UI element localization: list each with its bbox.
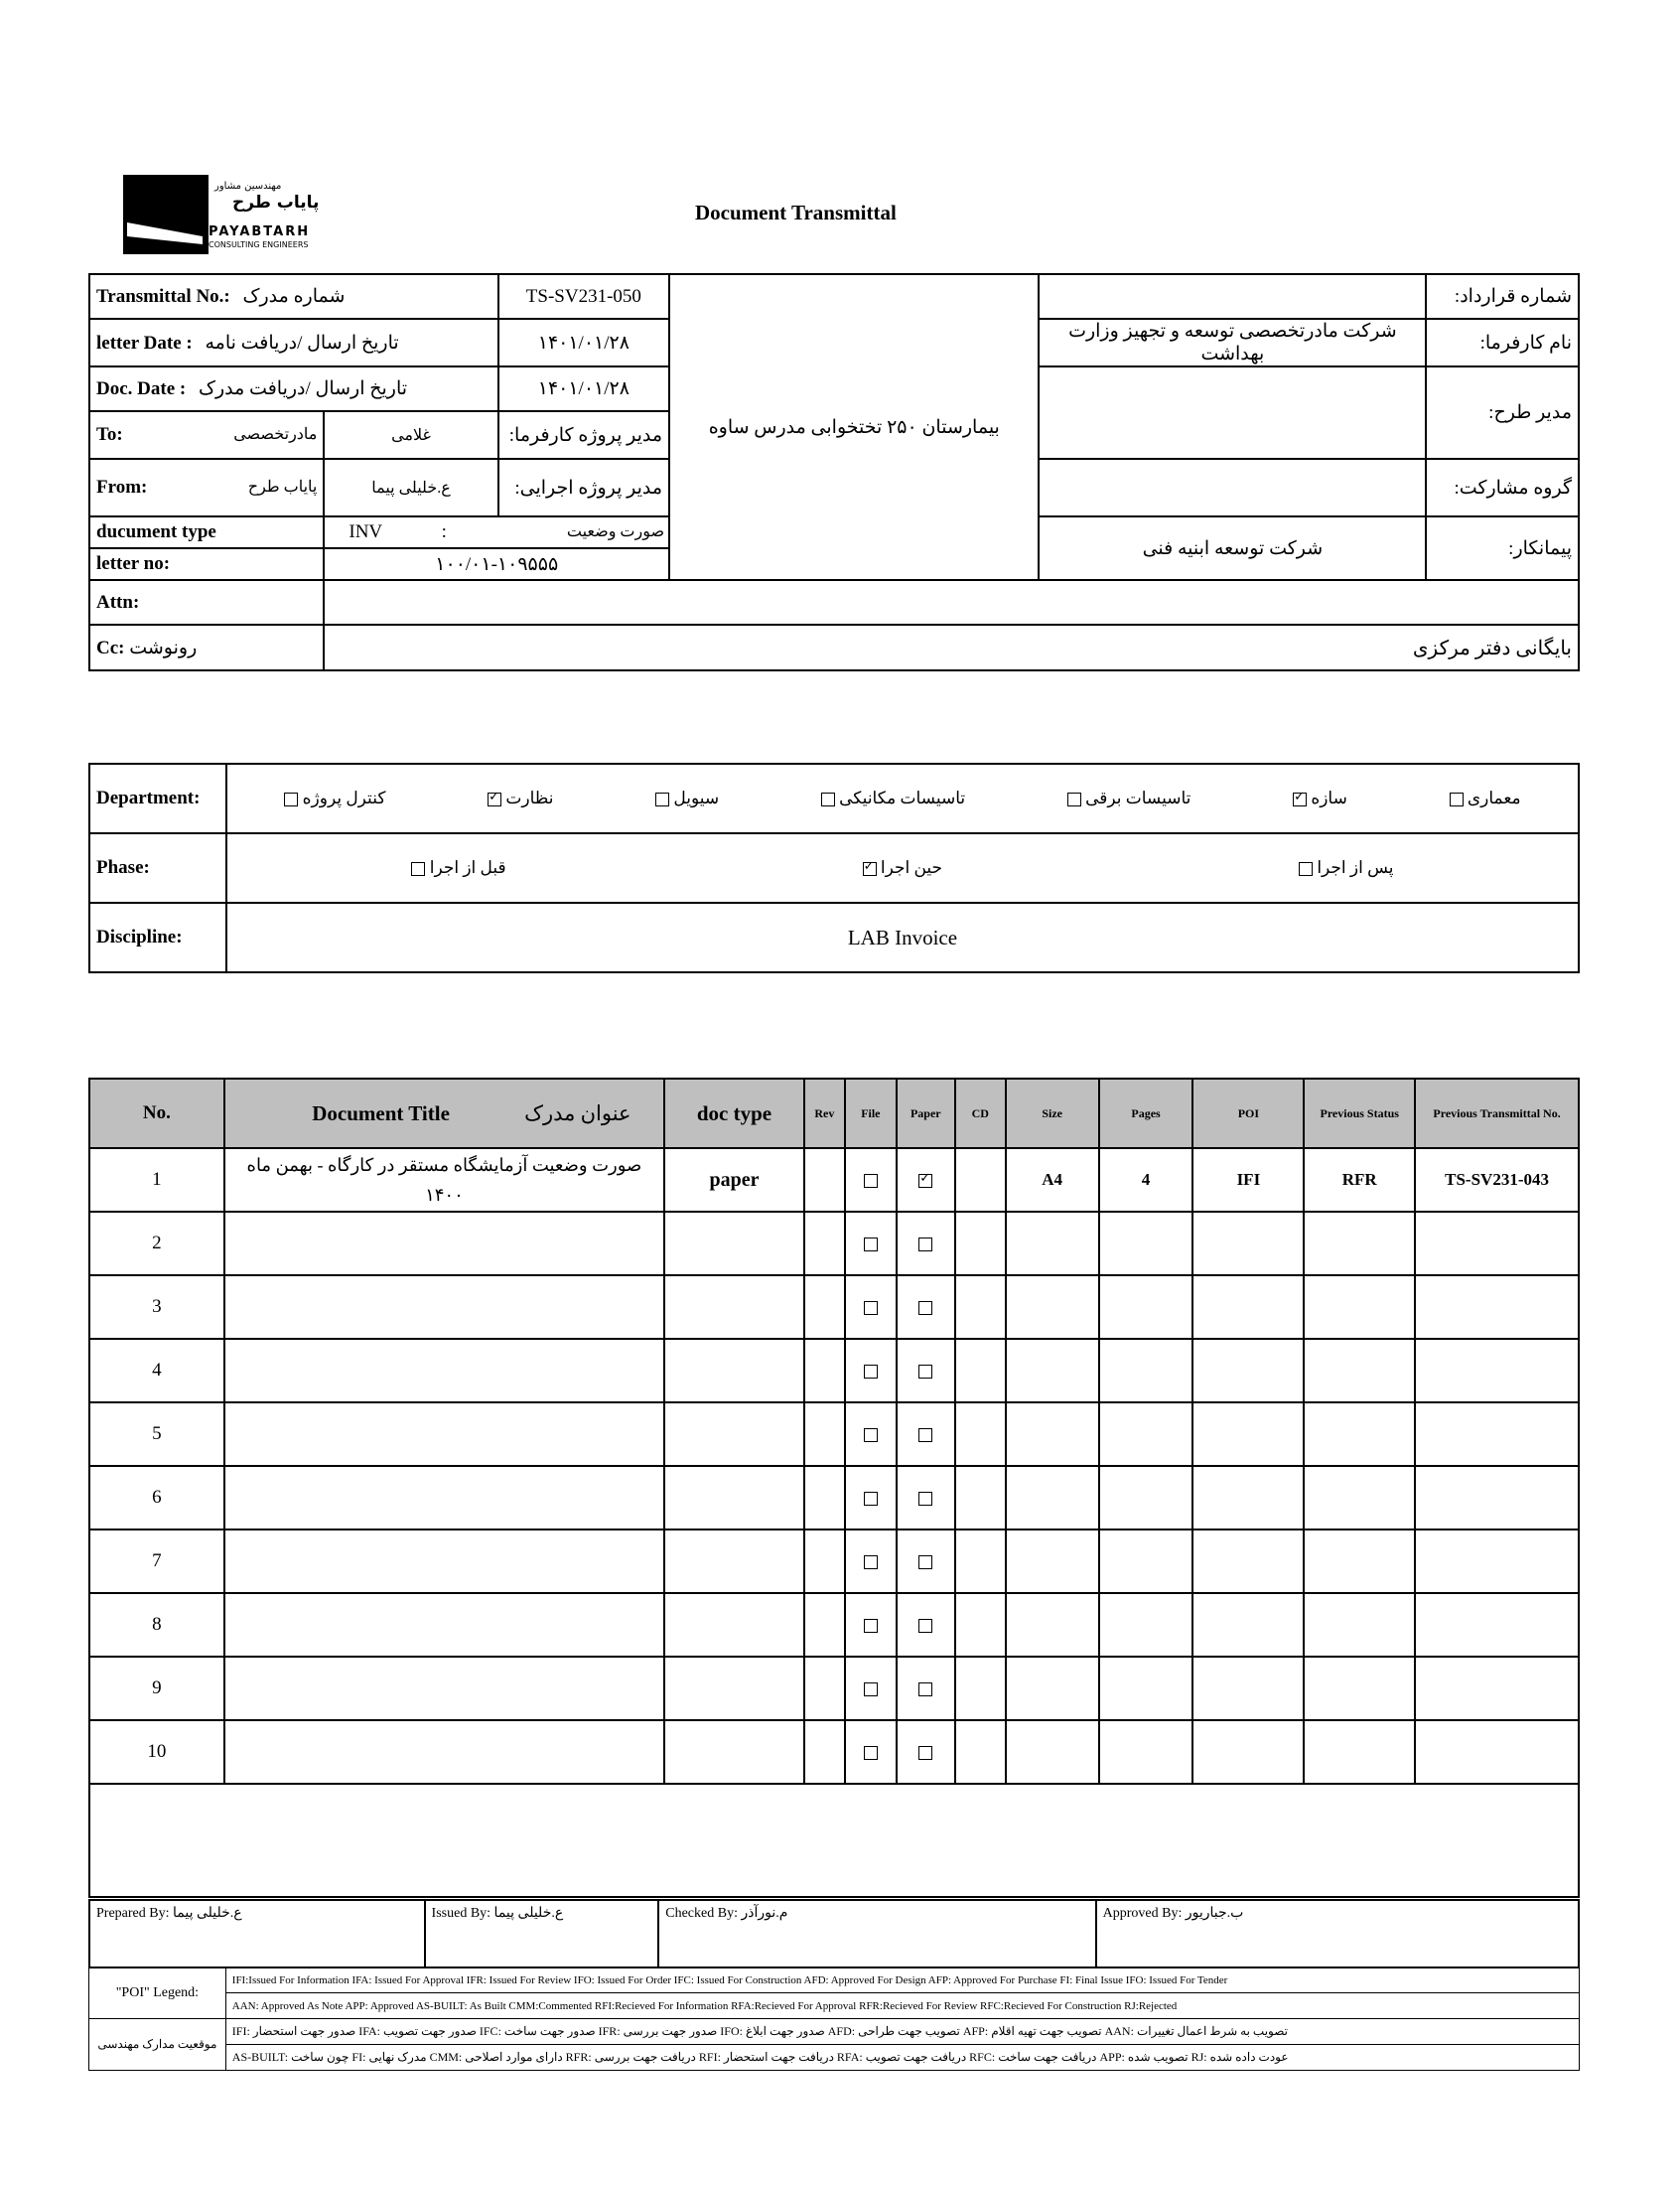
col-cd: CD	[955, 1079, 1006, 1148]
row-file	[845, 1275, 897, 1339]
header-table	[88, 273, 1580, 671]
to-name: غلامی	[324, 411, 497, 459]
row-size	[1006, 1339, 1099, 1402]
transmittal-no-label: Transmittal No.:	[96, 286, 230, 307]
row-rev	[804, 1402, 845, 1466]
row-title	[224, 1720, 664, 1784]
transmittal-no-value: TS-SV231-050	[498, 274, 669, 319]
row-file	[845, 1657, 897, 1720]
department-options	[226, 764, 1579, 833]
table-row	[89, 1275, 1579, 1339]
transmittal-no-fa: شماره مدرک	[242, 286, 346, 307]
col-title-en: Document Title	[312, 1100, 450, 1125]
company-logo	[123, 173, 332, 254]
phase-checkbox[interactable]	[1299, 862, 1313, 876]
file-checkbox[interactable]	[864, 1174, 878, 1188]
row-doctype: paper	[664, 1148, 804, 1212]
issued-by	[425, 1900, 659, 1967]
row-file	[845, 1402, 897, 1466]
col-prev-transmittal: Previous Transmittal No.	[1415, 1079, 1579, 1148]
row-size	[1006, 1657, 1099, 1720]
phase-option[interactable]	[863, 858, 942, 878]
row-pages	[1099, 1402, 1193, 1466]
legend-line-4: AS-BUILT: چون ساخت FI: مدرک نهایی CMM: دارای موارد اصلاحی RFR: دریافت جهت بررسی RFI: دریافت جهت استحضار RFA: دریافت جهت تصویب RFC: دریافت جهت ساخت APP: تصویب شده RJ: عودت داده شده	[225, 2045, 1579, 2071]
row-doctype	[664, 1339, 804, 1402]
to-role: مدیر پروژه کارفرما:	[498, 411, 669, 459]
doctype-cell	[324, 516, 669, 548]
row-doctype	[664, 1593, 804, 1657]
attn-value	[324, 580, 1579, 625]
row-pages	[1099, 1593, 1193, 1657]
row-title	[224, 1339, 664, 1402]
doctype-value: INV	[349, 521, 382, 542]
row-size: A4	[1006, 1148, 1099, 1212]
department-checkbox[interactable]	[655, 793, 669, 806]
col-doctype: doc type	[664, 1079, 804, 1148]
row-poi	[1192, 1339, 1304, 1402]
row-rev	[804, 1275, 845, 1339]
table-row	[89, 1339, 1579, 1402]
row-cd	[955, 1339, 1006, 1402]
row-rev	[804, 1657, 845, 1720]
partner-value	[1039, 459, 1426, 516]
doc-date-label: Doc. Date :	[96, 378, 187, 399]
row-prev-status	[1304, 1275, 1415, 1339]
row-doctype	[664, 1530, 804, 1593]
checked-by	[658, 1900, 1095, 1967]
row-file	[845, 1720, 897, 1784]
department-option-label: سازه	[1311, 789, 1347, 807]
row-cd	[955, 1275, 1006, 1339]
phase-option-label: قبل از اجرا	[429, 858, 506, 877]
letter-no-value: ۱۰۰/۰۱-۱۰۹۵۵۵	[324, 548, 669, 580]
row-no: 1	[89, 1148, 224, 1212]
from-name: ع.خلیلی پیما	[324, 459, 497, 516]
row-prev-status: RFR	[1304, 1148, 1415, 1212]
col-title	[224, 1079, 664, 1148]
col-prev-status: Previous Status	[1304, 1079, 1415, 1148]
row-paper	[897, 1212, 955, 1275]
department-checkbox[interactable]	[1293, 793, 1307, 806]
row-no: 6	[89, 1466, 224, 1530]
paper-checkbox[interactable]	[918, 1238, 932, 1251]
legend-line-1: IFI:Issued For Information IFA: Issued For Approval IFR: Issued For Review IFO: Issued For Order IFC: Issued For Construction AFD: Approved For Design AFP: Approved For Purchase FI: Final Issue IFO: Issued For Tender	[225, 1967, 1579, 1993]
col-poi: POI	[1192, 1079, 1304, 1148]
col-file: File	[845, 1079, 897, 1148]
row-size	[1006, 1402, 1099, 1466]
row-file	[845, 1148, 897, 1212]
table-row	[89, 1657, 1579, 1720]
row-paper	[897, 1593, 955, 1657]
table-row	[89, 1530, 1579, 1593]
row-title	[224, 1402, 664, 1466]
row-no: 10	[89, 1720, 224, 1784]
department-option[interactable]	[1293, 789, 1347, 808]
row-prev-status	[1304, 1466, 1415, 1530]
partner-label: گروه مشارکت:	[1426, 459, 1579, 516]
row-cd	[955, 1212, 1006, 1275]
row-doctype	[664, 1402, 804, 1466]
row-poi	[1192, 1466, 1304, 1530]
letter-date-fa: تاریخ ارسال /دریافت نامه	[205, 332, 399, 354]
row-pages	[1099, 1530, 1193, 1593]
row-cd	[955, 1148, 1006, 1212]
approved-value: ب.جباریور	[1185, 1906, 1244, 1921]
page-title: Document Transmittal	[695, 201, 897, 224]
paper-checkbox[interactable]	[918, 1619, 932, 1633]
checked-label: Checked By:	[665, 1906, 738, 1921]
doc-date-value: ۱۴۰۱/۰۱/۲۸	[498, 366, 669, 411]
legend-line-3: IFI: صدور جهت استحضار IFA: صدور جهت تصویب IFC: صدور جهت ساخت IFR: صدور جهت بررسی IFO: صدور جهت ابلاغ AFD: تصویب جهت طراحی AFP: تصویب جهت تهیه اقلام AAN: تصویب به شرط اعمال تغییرات	[225, 2019, 1579, 2045]
row-size	[1006, 1530, 1099, 1593]
row-rev	[804, 1720, 845, 1784]
file-checkbox[interactable]	[864, 1428, 878, 1442]
logo-fa-top: مهندسین مشاور	[214, 181, 282, 192]
issued-label: Issued By:	[431, 1906, 491, 1921]
paper-checkbox[interactable]	[918, 1555, 932, 1569]
row-file	[845, 1339, 897, 1402]
table-row	[89, 1212, 1579, 1275]
row-paper	[897, 1275, 955, 1339]
row-prev-status	[1304, 1530, 1415, 1593]
row-paper	[897, 1339, 955, 1402]
row-title	[224, 1212, 664, 1275]
prepared-by	[89, 1900, 425, 1967]
row-title	[224, 1530, 664, 1593]
row-prev-transmittal	[1415, 1339, 1579, 1402]
row-size	[1006, 1466, 1099, 1530]
table-row	[89, 1593, 1579, 1657]
row-paper	[897, 1530, 955, 1593]
logo-fa-name: پایاب طرح	[232, 193, 320, 213]
phase-option-label: حین اجرا	[880, 858, 943, 877]
row-prev-status	[1304, 1339, 1415, 1402]
legend-table	[88, 1966, 1580, 2071]
row-no: 5	[89, 1402, 224, 1466]
row-doctype	[664, 1275, 804, 1339]
to-cell	[89, 411, 324, 459]
department-option[interactable]	[284, 789, 385, 808]
row-size	[1006, 1720, 1099, 1784]
row-size	[1006, 1593, 1099, 1657]
row-prev-status	[1304, 1212, 1415, 1275]
legend-line-2: AAN: Approved As Note APP: Approved AS-BUILT: As Built CMM:Commented RFI:Recieved For Information RFA:Recieved For Approval RFR:Recieved For Review RFC:Recieved For Construction RJ:Rejected	[225, 1993, 1579, 2019]
department-checkbox[interactable]	[1450, 793, 1464, 806]
row-prev-status	[1304, 1720, 1415, 1784]
phase-label: Phase:	[89, 833, 226, 903]
approved-by	[1096, 1900, 1579, 1967]
table-row	[89, 1466, 1579, 1530]
row-poi	[1192, 1657, 1304, 1720]
row-prev-status	[1304, 1402, 1415, 1466]
contract-no-value	[1039, 274, 1426, 319]
logo-en-name: PAYABTARH	[209, 224, 311, 239]
department-option-label: تاسیسات برقی	[1085, 789, 1191, 807]
row-rev	[804, 1593, 845, 1657]
contract-no-label: شماره قرارداد:	[1426, 274, 1579, 319]
col-pages: Pages	[1099, 1079, 1193, 1148]
poi-legend-label: "POI" Legend:	[89, 1967, 226, 2019]
project-name: بیمارستان ۲۵۰ تختخوابی مدرس ساوه	[669, 274, 1039, 580]
row-title: صورت وضعیت آزمایشگاه مستقر در کارگاه - بهمن ماه ۱۴۰۰	[224, 1148, 664, 1212]
to-label: To:	[96, 424, 123, 445]
employer-label: نام کارفرما:	[1426, 319, 1579, 366]
row-poi	[1192, 1720, 1304, 1784]
cc-label: Cc:	[96, 637, 125, 658]
signatures-table	[88, 1899, 1580, 1968]
file-checkbox[interactable]	[864, 1238, 878, 1251]
department-checkbox[interactable]	[488, 793, 501, 806]
phase-option[interactable]	[411, 858, 505, 878]
letter-date-value: ۱۴۰۱/۰۱/۲۸	[498, 319, 669, 366]
row-cd	[955, 1530, 1006, 1593]
row-no: 2	[89, 1212, 224, 1275]
paper-checkbox[interactable]	[918, 1174, 932, 1188]
row-no: 9	[89, 1657, 224, 1720]
row-prev-transmittal: TS-SV231-043	[1415, 1148, 1579, 1212]
file-checkbox[interactable]	[864, 1492, 878, 1506]
row-rev	[804, 1530, 845, 1593]
row-poi	[1192, 1593, 1304, 1657]
row-title	[224, 1657, 664, 1720]
letter-date-label-cell	[89, 319, 498, 366]
row-pages	[1099, 1466, 1193, 1530]
row-poi	[1192, 1275, 1304, 1339]
doctype-label: ducument type	[89, 516, 324, 548]
row-prev-status	[1304, 1593, 1415, 1657]
doc-date-label-cell	[89, 366, 498, 411]
row-no: 8	[89, 1593, 224, 1657]
col-size: Size	[1006, 1079, 1099, 1148]
row-paper	[897, 1657, 955, 1720]
attn-label: Attn:	[89, 580, 324, 625]
col-paper: Paper	[897, 1079, 955, 1148]
department-checkbox[interactable]	[1067, 793, 1081, 806]
row-prev-transmittal	[1415, 1402, 1579, 1466]
approved-label: Approved By:	[1102, 1906, 1183, 1921]
cc-value: بایگانی دفتر مرکزی	[324, 625, 1579, 670]
logo-mark-icon	[123, 175, 209, 254]
row-file	[845, 1212, 897, 1275]
designer-label: مدیر طرح:	[1426, 366, 1579, 459]
paper-checkbox[interactable]	[918, 1746, 932, 1760]
row-pages: 4	[1099, 1148, 1193, 1212]
paper-checkbox[interactable]	[918, 1492, 932, 1506]
row-cd	[955, 1466, 1006, 1530]
row-prev-transmittal	[1415, 1466, 1579, 1530]
from-cell	[89, 459, 324, 516]
row-prev-transmittal	[1415, 1530, 1579, 1593]
row-prev-transmittal	[1415, 1275, 1579, 1339]
paper-checkbox[interactable]	[918, 1682, 932, 1696]
row-pages	[1099, 1657, 1193, 1720]
row-cd	[955, 1402, 1006, 1466]
cc-fa: رونوشت	[129, 637, 198, 658]
designer-value	[1039, 366, 1426, 459]
file-checkbox[interactable]	[864, 1365, 878, 1379]
department-label: Department:	[89, 764, 226, 833]
file-checkbox[interactable]	[864, 1682, 878, 1696]
row-no: 4	[89, 1339, 224, 1402]
file-checkbox[interactable]	[864, 1746, 878, 1760]
row-pages	[1099, 1339, 1193, 1402]
row-doctype	[664, 1466, 804, 1530]
department-checkbox[interactable]	[284, 793, 298, 806]
from-label: From:	[96, 477, 148, 498]
row-poi	[1192, 1530, 1304, 1593]
discipline-value: LAB Invoice	[226, 903, 1579, 972]
row-pages	[1099, 1720, 1193, 1784]
row-cd	[955, 1593, 1006, 1657]
phase-options	[226, 833, 1579, 903]
paper-checkbox[interactable]	[918, 1428, 932, 1442]
row-prev-transmittal	[1415, 1657, 1579, 1720]
paper-checkbox[interactable]	[918, 1301, 932, 1315]
row-pages	[1099, 1275, 1193, 1339]
row-doctype	[664, 1212, 804, 1275]
row-doctype	[664, 1657, 804, 1720]
col-title-fa: عنوان مدرک	[524, 1100, 631, 1125]
row-no: 3	[89, 1275, 224, 1339]
row-doctype	[664, 1720, 804, 1784]
logo-en-sub: CONSULTING ENGINEERS	[209, 240, 309, 249]
row-title	[224, 1466, 664, 1530]
doctype-fa: صورت وضعیت	[566, 523, 665, 540]
letter-date-label: letter Date :	[96, 332, 193, 354]
paper-checkbox[interactable]	[918, 1365, 932, 1379]
from-role: مدیر پروژه اجرایی:	[498, 459, 669, 516]
department-option[interactable]	[655, 789, 719, 808]
doc-date-fa: تاریخ ارسال /دریافت مدرک	[198, 378, 408, 399]
row-size	[1006, 1275, 1099, 1339]
row-paper	[897, 1466, 955, 1530]
department-option[interactable]	[1067, 789, 1191, 808]
documents-table	[88, 1078, 1580, 1898]
file-checkbox[interactable]	[864, 1555, 878, 1569]
phase-checkbox[interactable]	[863, 862, 877, 876]
department-option-label: معماری	[1467, 789, 1521, 807]
row-prev-transmittal	[1415, 1720, 1579, 1784]
row-title	[224, 1275, 664, 1339]
row-prev-transmittal	[1415, 1212, 1579, 1275]
row-paper	[897, 1720, 955, 1784]
row-cd	[955, 1720, 1006, 1784]
row-paper	[897, 1148, 955, 1212]
department-checkbox[interactable]	[821, 793, 835, 806]
row-prev-status	[1304, 1657, 1415, 1720]
department-option-label: سیویل	[673, 789, 720, 807]
row-pages	[1099, 1212, 1193, 1275]
file-checkbox[interactable]	[864, 1619, 878, 1633]
from-value: پایاب طرح	[247, 479, 318, 496]
prepared-label: Prepared By:	[96, 1906, 170, 1921]
docs-blank-area	[89, 1784, 1579, 1897]
issued-value: ع.خلیلی پیما	[493, 1906, 564, 1921]
row-paper	[897, 1402, 955, 1466]
row-rev	[804, 1339, 845, 1402]
phase-option-label: پس از اجرا	[1317, 858, 1394, 877]
doctype-colon: :	[441, 521, 447, 542]
row-cd	[955, 1657, 1006, 1720]
col-rev: Rev	[804, 1079, 845, 1148]
row-size	[1006, 1212, 1099, 1275]
contractor-value: شرکت توسعه ابنیه فنی	[1039, 516, 1426, 580]
employer-value: شرکت مادرتخصصی توسعه و تجهیز وزارت بهداشت	[1039, 319, 1426, 366]
letter-no-label: letter no:	[89, 548, 324, 580]
file-checkbox[interactable]	[864, 1301, 878, 1315]
row-file	[845, 1593, 897, 1657]
discipline-label: Discipline:	[89, 903, 226, 972]
col-no: No.	[89, 1079, 224, 1148]
row-poi	[1192, 1212, 1304, 1275]
classification-table	[88, 763, 1580, 973]
table-row	[89, 1402, 1579, 1466]
department-option-label: تاسیسات مکانیکی	[839, 789, 966, 807]
department-option[interactable]	[488, 789, 553, 808]
row-no: 7	[89, 1530, 224, 1593]
prepared-value: ع.خلیلی پیما	[172, 1906, 242, 1921]
table-row	[89, 1148, 1579, 1212]
department-option-label: کنترل پروژه	[302, 789, 386, 807]
row-rev	[804, 1466, 845, 1530]
transmittal-no-label-cell	[89, 274, 498, 319]
department-option[interactable]	[821, 789, 965, 808]
checked-value: م.نورآذر	[741, 1906, 788, 1921]
contractor-label: پیمانکار:	[1426, 516, 1579, 580]
row-rev	[804, 1148, 845, 1212]
legend-fa-label: موقعیت مدارک مهندسی	[89, 2019, 226, 2071]
row-poi	[1192, 1402, 1304, 1466]
department-option[interactable]	[1450, 789, 1521, 808]
row-title	[224, 1593, 664, 1657]
table-row	[89, 1720, 1579, 1784]
phase-checkbox[interactable]	[411, 862, 425, 876]
row-file	[845, 1530, 897, 1593]
department-option-label: نظارت	[505, 789, 554, 807]
row-prev-transmittal	[1415, 1593, 1579, 1657]
row-poi: IFI	[1192, 1148, 1304, 1212]
phase-option[interactable]	[1299, 858, 1393, 878]
cc-cell	[89, 625, 324, 670]
to-value: مادرتخصصی	[233, 426, 318, 443]
row-rev	[804, 1212, 845, 1275]
row-file	[845, 1466, 897, 1530]
